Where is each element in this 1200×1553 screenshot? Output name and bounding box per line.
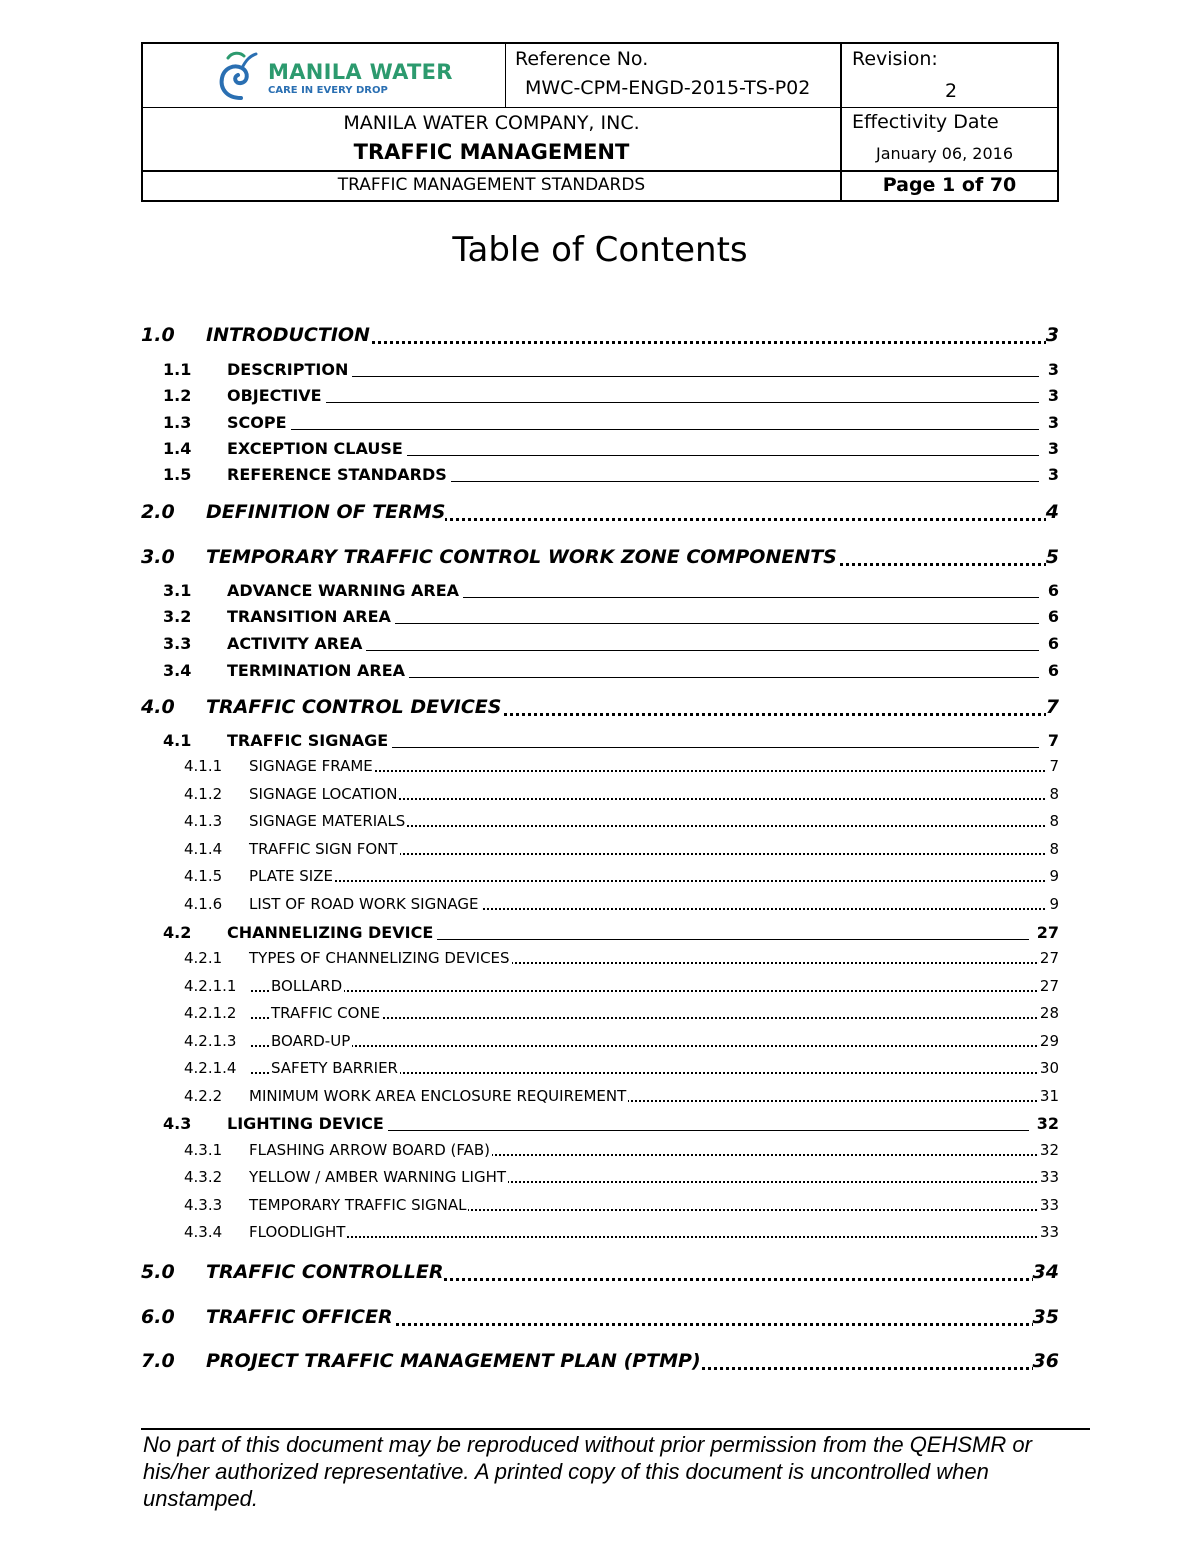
toc-entry-page: 8 [1049, 785, 1059, 803]
toc-entry[interactable] [141, 605, 1059, 629]
toc-entry-label: TYPES OF CHANNELIZING DEVICES [249, 949, 510, 967]
toc-entry-label: SIGNAGE LOCATION [249, 785, 398, 803]
toc-entry-label: TERMINATION AREA [227, 661, 409, 680]
toc-entry-page: 5 [1045, 546, 1059, 568]
toc-entry-page: 3 [1047, 465, 1059, 484]
toc-entry-page: 3 [1047, 439, 1059, 458]
toc-entry-page: 6 [1047, 661, 1059, 680]
table-border-top [141, 42, 1059, 44]
toc-entry-label: INTRODUCTION [206, 324, 370, 346]
toc-entry[interactable] [141, 546, 1059, 570]
toc-entry-number: 4.1.1 [184, 757, 223, 775]
toc-entry-page: 32 [1036, 1114, 1059, 1133]
toc-entry-label: DESCRIPTION [227, 360, 352, 379]
toc-entry[interactable] [141, 729, 1059, 753]
reference-number: MWC-CPM-ENGD-2015-TS-P02 [525, 77, 811, 99]
toc-entry-label: LIST OF ROAD WORK SIGNAGE [249, 895, 479, 913]
toc-entry-page: 28 [1039, 1004, 1059, 1022]
toc-entry-page: 7 [1047, 731, 1059, 750]
toc-entry-label: REFERENCE STANDARDS [227, 465, 451, 484]
toc-leader [251, 880, 1053, 882]
toc-entry-page: 3 [1045, 324, 1059, 346]
toc-entry[interactable] [141, 1261, 1059, 1285]
toc-entry-number: 4.2.1.2 [184, 1004, 237, 1022]
toc-entry[interactable] [141, 974, 1059, 998]
toc-entry-label: TRAFFIC SIGNAGE [227, 731, 392, 750]
toc-entry[interactable] [141, 632, 1059, 656]
toc-entry[interactable] [141, 1350, 1059, 1374]
toc-entry-number: 4.3.3 [184, 1196, 223, 1214]
toc-entry[interactable] [141, 892, 1059, 916]
toc-entry[interactable] [141, 384, 1059, 408]
toc-entry-label: ACTIVITY AREA [227, 634, 366, 653]
logo-brand-text: MANILA WATER [268, 60, 453, 84]
toc-entry-number: 3.0 [141, 546, 175, 568]
toc-entry-label: PROJECT TRAFFIC MANAGEMENT PLAN (PTMP) [206, 1350, 701, 1372]
toc-entry-page: 3 [1047, 386, 1059, 405]
toc-entry-page: 8 [1049, 840, 1059, 858]
toc-entry-label: TRAFFIC CONE [271, 1004, 381, 1022]
toc-entry[interactable] [141, 463, 1059, 487]
toc-entry-label: LIGHTING DEVICE [227, 1114, 388, 1133]
table-border-bottom [141, 200, 1059, 202]
toc-entry-page: 27 [1039, 949, 1059, 967]
toc-entry-number: 4.1.3 [184, 812, 223, 830]
toc-entry[interactable] [141, 659, 1059, 683]
toc-entry-page: 4 [1045, 501, 1059, 523]
toc-entry[interactable] [141, 1306, 1059, 1330]
effectivity-date: January 06, 2016 [876, 144, 1013, 163]
toc-entry-label: SIGNAGE MATERIALS [249, 812, 406, 830]
toc-entry-page: 6 [1047, 634, 1059, 653]
toc-entry-label: TRAFFIC OFFICER [206, 1306, 393, 1328]
toc-entry-number: 2.0 [141, 501, 175, 523]
toc-entry[interactable] [141, 864, 1059, 888]
toc-entry[interactable] [141, 1084, 1059, 1108]
toc-entry[interactable] [141, 1220, 1059, 1244]
toc-entry-number: 4.1.6 [184, 895, 223, 913]
toc-entry-label: SCOPE [227, 413, 291, 432]
toc-entry[interactable] [141, 946, 1059, 970]
toc-entry-number: 7.0 [141, 1350, 175, 1372]
toc-entry[interactable] [141, 1001, 1059, 1025]
table-col-divider [505, 42, 506, 108]
reference-label: Reference No. [515, 48, 649, 70]
toc-leader [251, 1045, 1053, 1047]
toc-entry-number: 4.2.2 [184, 1087, 223, 1105]
toc-entry-label: DEFINITION OF TERMS [206, 501, 446, 523]
toc-entry[interactable] [141, 1138, 1059, 1162]
toc-entry-page: 32 [1039, 1141, 1059, 1159]
toc-entry[interactable] [141, 411, 1059, 435]
toc-entry-number: 4.1.2 [184, 785, 223, 803]
toc-entry-number: 3.3 [163, 634, 192, 653]
toc-entry-label: OBJECTIVE [227, 386, 326, 405]
toc-entry-page: 6 [1047, 607, 1059, 626]
toc-leader [241, 402, 1039, 403]
document-title: TRAFFIC MANAGEMENT STANDARDS [337, 175, 646, 195]
toc-entry-number: 4.2 [163, 923, 192, 942]
toc-entry-label: BOARD-UP [271, 1032, 351, 1050]
toc-entry-number: 4.2.1.4 [184, 1059, 237, 1077]
toc-entry-label: ADVANCE WARNING AREA [227, 581, 463, 600]
toc-entry-label: TEMPORARY TRAFFIC SIGNAL [249, 1196, 467, 1214]
toc-leader [241, 429, 1039, 430]
toc-entry-page: 3 [1047, 360, 1059, 379]
toc-entry-label: FLASHING ARROW BOARD (FAB) [249, 1141, 491, 1159]
toc-entry[interactable] [141, 782, 1059, 806]
toc-entry-page: 7 [1045, 696, 1059, 718]
toc-entry-page: 3 [1047, 413, 1059, 432]
toc-entry-number: 3.1 [163, 581, 192, 600]
toc-entry-number: 1.0 [141, 324, 175, 346]
toc-entry-number: 1.1 [163, 360, 192, 379]
effectivity-label: Effectivity Date [852, 111, 999, 133]
toc-entry-label: YELLOW / AMBER WARNING LIGHT [249, 1168, 507, 1186]
logo-tagline: CARE IN EVERY DROP [268, 85, 388, 96]
toc-entry[interactable] [141, 501, 1059, 525]
company-name: MANILA WATER COMPANY, INC. [343, 112, 640, 134]
toc-entry-label: MINIMUM WORK AREA ENCLOSURE REQUIREMENT [249, 1087, 627, 1105]
toc-entry[interactable] [141, 324, 1059, 348]
toc-entry[interactable] [141, 837, 1059, 861]
toc-entry-number: 4.3.2 [184, 1168, 223, 1186]
toc-entry-label: TRAFFIC SIGN FONT [249, 840, 398, 858]
department-name: TRAFFIC MANAGEMENT [353, 140, 630, 164]
toc-entry-number: 3.4 [163, 661, 192, 680]
toc-entry-number: 4.3.4 [184, 1223, 223, 1241]
toc-entry-page: 34 [1032, 1261, 1059, 1283]
toc-entry[interactable] [141, 1029, 1059, 1053]
toc-entry-page: 36 [1032, 1350, 1059, 1372]
toc-entry-number: 4.1.5 [184, 867, 223, 885]
toc-entry-page: 27 [1039, 977, 1059, 995]
toc-entry-number: 1.5 [163, 465, 192, 484]
toc-entry[interactable] [141, 1193, 1059, 1217]
toc-entry-page: 9 [1049, 895, 1059, 913]
toc-entry-number: 6.0 [141, 1306, 175, 1328]
toc-entry[interactable] [141, 754, 1059, 778]
revision-label: Revision: [852, 48, 938, 70]
toc-entry-number: 1.4 [163, 439, 192, 458]
table-row-divider [141, 170, 1059, 172]
toc-entry-number: 4.3 [163, 1114, 192, 1133]
toc-entry-number: 5.0 [141, 1261, 175, 1283]
toc-entry-number: 4.1 [163, 731, 192, 750]
toc-entry-number: 3.2 [163, 607, 192, 626]
toc-leader [251, 1236, 1053, 1238]
toc-entry-number: 1.3 [163, 413, 192, 432]
toc-entry-page: 33 [1039, 1223, 1059, 1241]
toc-leader [241, 376, 1039, 377]
toc-entry-page: 35 [1032, 1306, 1059, 1328]
footer-divider [141, 1428, 1090, 1430]
toc-entry[interactable] [141, 1165, 1059, 1189]
toc-entry[interactable] [141, 437, 1059, 461]
toc-entry-page: 29 [1039, 1032, 1059, 1050]
toc-entry[interactable] [141, 921, 1059, 945]
table-row-divider [141, 107, 1059, 108]
toc-entry-page: 31 [1039, 1087, 1059, 1105]
document-header-table [141, 42, 1059, 202]
toc-entry-number: 4.0 [141, 696, 175, 718]
toc-entry-number: 4.2.1.3 [184, 1032, 237, 1050]
toc-entry[interactable] [141, 809, 1059, 833]
toc-entry-label: TRAFFIC CONTROL DEVICES [206, 696, 502, 718]
toc-entry-page: 6 [1047, 581, 1059, 600]
page-indicator: Page 1 of 70 [882, 174, 1017, 196]
water-swirl-icon [216, 48, 266, 104]
toc-entry[interactable] [141, 358, 1059, 382]
toc-entry-label: TRAFFIC CONTROLLER [206, 1261, 444, 1283]
toc-entry-page: 9 [1049, 867, 1059, 885]
toc-entry-page: 27 [1036, 923, 1059, 942]
toc-entry-label: BOLLARD [271, 977, 343, 995]
toc-leader [251, 990, 1053, 992]
toc-entry-label: SIGNAGE FRAME [249, 757, 373, 775]
toc-entry[interactable] [141, 1112, 1059, 1136]
revision-number: 2 [945, 80, 958, 102]
table-border-right [1057, 42, 1059, 202]
toc-entry[interactable] [141, 696, 1059, 720]
toc-entry-page: 8 [1049, 812, 1059, 830]
toc-entry-page: 7 [1049, 757, 1059, 775]
toc-entry-number: 1.2 [163, 386, 192, 405]
toc-entry-number: 4.1.4 [184, 840, 223, 858]
toc-entry-number: 4.3.1 [184, 1141, 223, 1159]
toc-entry-label: TRANSITION AREA [227, 607, 395, 626]
toc-entry[interactable] [141, 1056, 1059, 1080]
company-logo [216, 48, 453, 104]
footer-notice: No part of this document may be reproduced without prior permission from the QEHSMR or his/her authorized representative. A printed copy of this document is uncontrolled when unstamped. [143, 1432, 1032, 1511]
toc-entry-label: EXCEPTION CLAUSE [227, 439, 407, 458]
toc-entry-number: 4.2.1.1 [184, 977, 237, 995]
toc-entry-page: 33 [1039, 1168, 1059, 1186]
toc-entry-page: 33 [1039, 1196, 1059, 1214]
toc-entry-label: TEMPORARY TRAFFIC CONTROL WORK ZONE COMPONENTS [206, 546, 837, 568]
toc-entry-number: 4.2.1 [184, 949, 223, 967]
page-title: Table of Contents [452, 230, 748, 270]
toc-entry-label: SAFETY BARRIER [271, 1059, 398, 1077]
toc-entry-label: FLOODLIGHT [249, 1223, 346, 1241]
toc-entry-page: 30 [1039, 1059, 1059, 1077]
toc-entry-label: PLATE SIZE [249, 867, 333, 885]
toc-entry[interactable] [141, 579, 1059, 603]
toc-entry-label: CHANNELIZING DEVICE [227, 923, 437, 942]
